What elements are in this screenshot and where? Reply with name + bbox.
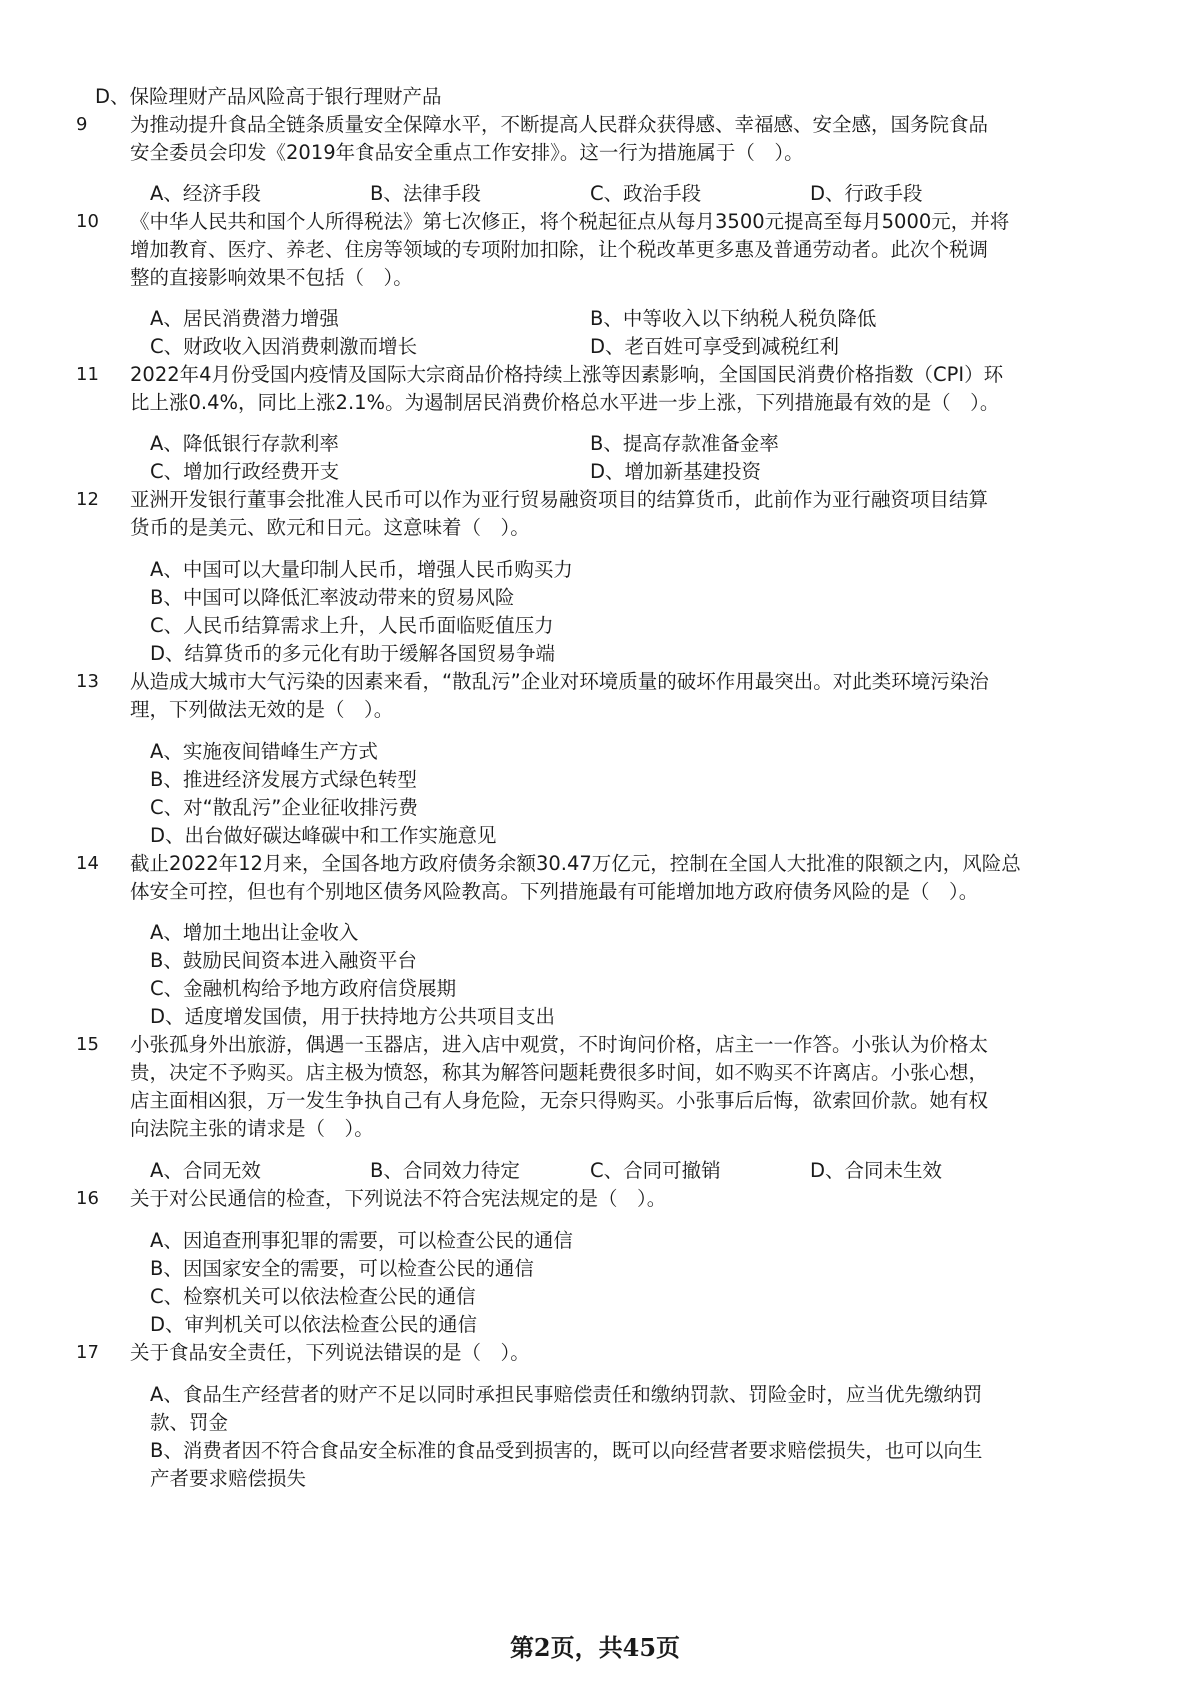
q10-option-b: B、中等收入以下纳税人税负降低 [590,307,877,330]
q11-stem-1: 2022年4月份受国内疫情及国际大宗商品价格持续上涨等因素影响，全国国民消费价格指数（CPI）环 [130,363,1004,386]
q10-stem-2: 增加教育、医疗、养老、住房等领域的专项附加扣除，让个税改革更多惠及普通劳动者。此次个税调 [130,238,989,261]
q15-option-b: B、合同效力待定 [370,1159,520,1182]
q13-option-b: B、推进经济发展方式绿色转型 [150,768,417,791]
q9-option-c: C、政治手段 [590,182,702,205]
q9-stem-1: 为推动提升食品全链条质量安全保障水平，不断提高人民群众获得感、幸福感、安全感，国务院食品 [130,113,989,136]
q17-stem-1: 关于食品安全责任，下列说法错误的是（ ）。 [130,1341,530,1364]
q10-option-a: A、居民消费潜力增强 [150,307,339,330]
q15-stem-1: 小张孤身外出旅游，偶遇一玉器店，进入店中观赏，不时询问价格，店主一一作答。小张认为价格太 [130,1033,989,1056]
q14-option-a: A、增加土地出让金收入 [150,921,359,944]
question-number-17: 17 [76,1342,99,1363]
question-number-10: 10 [76,211,99,232]
q13-stem-1: 从造成大城市大气污染的因素来看，“散乱污”企业对环境质量的破坏作用最突出。对此类环境污染治 [130,670,989,693]
prev-option-d: D、保险理财产品风险高于银行理财产品 [95,85,442,108]
q17-option-a-line1: A、食品生产经营者的财产不足以同时承担民事赔偿责任和缴纳罚款、罚险金时，应当优先缴纳罚 [150,1383,983,1406]
q16-option-d: D、审判机关可以依法检查公民的通信 [150,1313,478,1336]
q9-option-a: A、经济手段 [150,182,261,205]
q16-option-a: A、因追查刑事犯罪的需要，可以检查公民的通信 [150,1229,573,1252]
q14-stem-1: 截止2022年12月来，全国各地方政府债务余额30.47万亿元，控制在全国人大批准的限额之内，风险总 [130,852,1021,875]
q15-option-a: A、合同无效 [150,1159,261,1182]
q10-stem-3: 整的直接影响效果不包括（ ）。 [130,266,413,289]
q10-stem-1: 《中华人民共和国个人所得税法》第七次修正，将个税起征点从每月3500元提高至每月5000元，并将 [130,210,1010,233]
q9-option-b: B、法律手段 [370,182,481,205]
q13-option-c: C、对“散乱污”企业征收排污费 [150,796,418,819]
q12-option-a: A、中国可以大量印制人民币，增强人民币购买力 [150,558,573,581]
q17-option-b-line2: 产者要求赔偿损失 [150,1467,307,1490]
question-number-15: 15 [76,1034,99,1055]
q16-option-c: C、检察机关可以依法检查公民的通信 [150,1285,476,1308]
q15-option-d: D、合同未生效 [810,1159,943,1182]
page-footer: 第2页，共45页 [509,1633,681,1662]
q12-option-c: C、人民币结算需求上升，人民币面临贬值压力 [150,614,554,637]
q13-option-a: A、实施夜间错峰生产方式 [150,740,378,763]
q15-stem-2: 贵，决定不予购买。店主极为愤怒，称其为解答问题耗费很多时间，如不购买不许离店。小张心想， [130,1061,989,1084]
q16-stem-1: 关于对公民通信的检查，下列说法不符合宪法规定的是（ ）。 [130,1187,667,1210]
question-number-9: 9 [76,114,88,135]
q11-option-c: C、增加行政经费开支 [150,460,340,483]
question-number-12: 12 [76,489,99,510]
q11-option-d: D、增加新基建投资 [590,460,762,483]
q12-option-b: B、中国可以降低汇率波动带来的贸易风险 [150,586,515,609]
q12-stem-2: 货币的是美元、欧元和日元。这意味着（ ）。 [130,516,530,539]
question-number-14: 14 [76,853,99,874]
q15-stem-3: 店主面相凶狠，万一发生争执自己有人身危险，无奈只得购买。小张事后后悔，欲索回价款。她有权 [130,1089,989,1112]
q14-option-c: C、金融机构给予地方政府信贷展期 [150,977,457,1000]
q12-option-d: D、结算货币的多元化有助于缓解各国贸易争端 [150,642,556,665]
q9-option-d: D、行政手段 [810,182,923,205]
q14-option-b: B、鼓励民间资本进入融资平台 [150,949,417,972]
q15-stem-4: 向法院主张的请求是（ ）。 [130,1117,374,1140]
q17-option-a-line2: 款、罚金 [150,1411,229,1434]
question-number-16: 16 [76,1188,99,1209]
q13-option-d: D、出台做好碳达峰碳中和工作实施意见 [150,824,497,847]
q13-stem-2: 理，下列做法无效的是（ ）。 [130,698,394,721]
q9-stem-2: 安全委员会印发《2019年食品安全重点工作安排》。这一行为措施属于（ ）。 [130,141,804,164]
question-number-11: 11 [76,364,99,385]
q17-option-b-line1: B、消费者因不符合食品安全标准的食品受到损害的，既可以向经营者要求赔偿损失，也可以向生 [150,1439,983,1462]
q10-option-d: D、老百姓可享受到减税红利 [590,335,840,358]
question-number-13: 13 [76,671,99,692]
q16-option-b: B、因国家安全的需要，可以检查公民的通信 [150,1257,534,1280]
q10-option-c: C、财政收入因消费刺激而增长 [150,335,418,358]
q11-option-a: A、降低银行存款利率 [150,432,339,455]
q11-stem-2: 比上涨0.4%，同比上涨2.1%。为遏制居民消费价格总水平进一步上涨，下列措施最有效的是（ ）。 [130,391,1000,414]
q11-option-b: B、提高存款准备金率 [590,432,779,455]
q14-stem-2: 体安全可控，但也有个别地区债务风险教高。下列措施最有可能增加地方政府债务风险的是（ ）。 [130,880,979,903]
q15-option-c: C、合同可撤销 [590,1159,721,1182]
q14-option-d: D、适度增发国债，用于扶持地方公共项目支出 [150,1005,556,1028]
q12-stem-1: 亚洲开发银行董事会批准人民币可以作为亚行贸易融资项目的结算货币，此前作为亚行融资项目结算 [130,488,989,511]
